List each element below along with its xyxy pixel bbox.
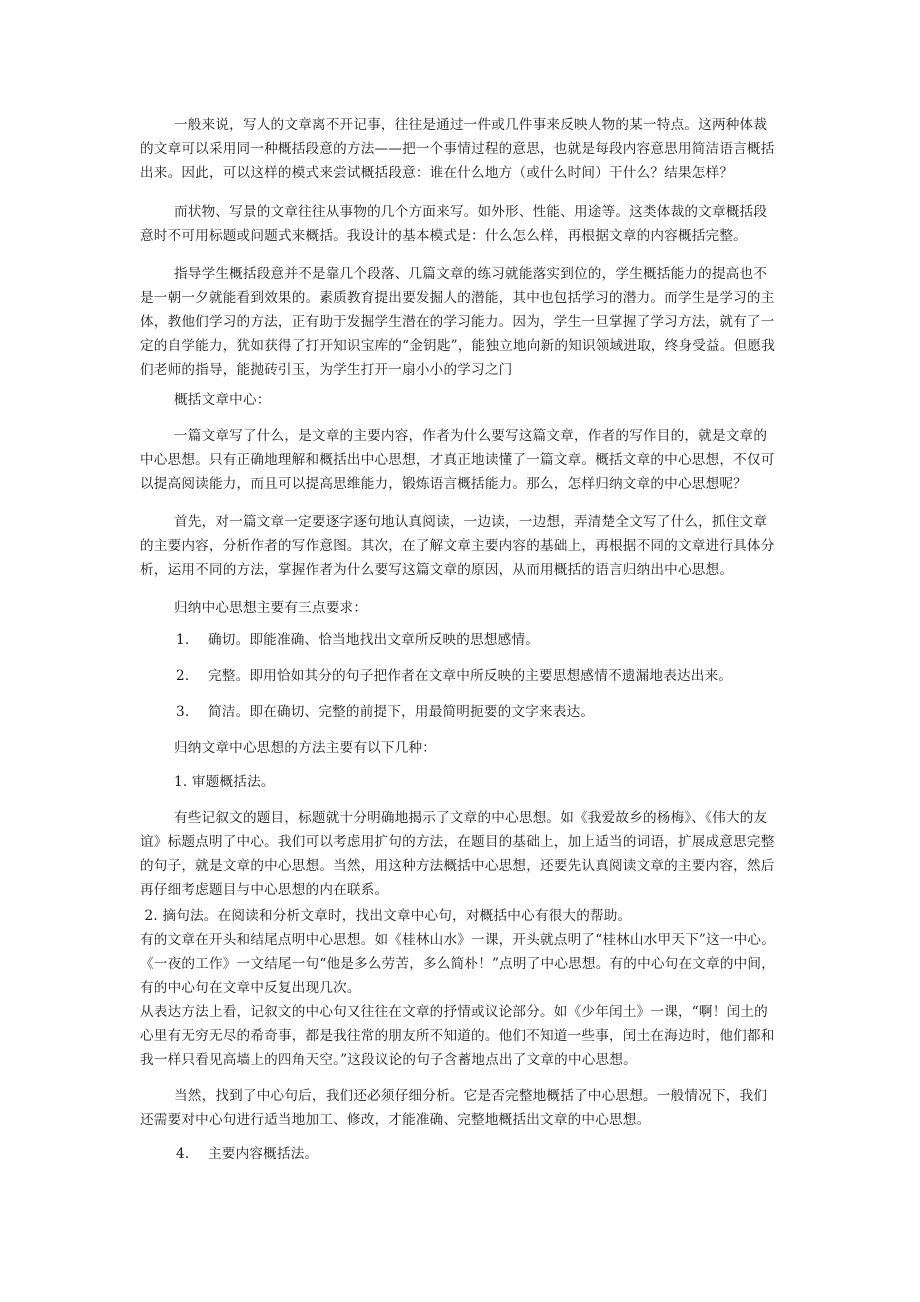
method-title: 2. 摘句法。在阅读和分析文章时，找出文章中心句，对概括中心有很大的帮助。 (140, 908, 632, 924)
list-number: 4. (176, 1146, 190, 1162)
requirement-item (140, 664, 732, 688)
list-text: 完整。即用恰如其分的句子把作者在文章中所反映的主要思想感情不遗漏地表达出来。 (208, 668, 733, 684)
paragraph-title-method: 有些记叙文的题目，标题就十分明确地揭示了文章的中心思想。如《我爱故乡的杨梅》、《伟大的友谊》标题点明了中心。我们可以考虑用扩句的方法，在题目的基础上，加上适当的词语，扩展成意思完整的句子，就是文章的中心思想。当然，用这种方法概括中心思想，还要先认真阅读文章的主要内容，然后再仔细考虑题目与中心思想的内在联系。 (140, 810, 775, 898)
paragraph-analysis: 当然，找到了中心句后，我们还必须仔细分析。它是否完整地概括了中心思想。一般情况下，我们还需要对中心句进行适当地加工、修改，才能准确、完整地概括出文章的中心思想。 (140, 1088, 768, 1128)
requirement-item (140, 700, 594, 724)
list-number: 3. (176, 704, 190, 720)
paragraph-central-idea: 一篇文章写了什么，是文章的主要内容，作者为什么要写这篇文章，作者的写作目的，就是文章的中心思想。只有正确地理解和概括出中心思想，才真正地读懂了一篇文章。概括文章的中心思想，不仅可以提高阅读能力，而且可以提高思维能力，锻炼语言概括能力。那么，怎样归纳文章的中心思想呢？ (140, 428, 775, 492)
requirement-item (140, 628, 539, 652)
paragraph-expression: 从表达方法上看，记叙文的中心句又往往在文章的抒情或议论部分。如《少年闰土》一课，“啊！闰土的心里有无穷无尽的希奇事，都是我往常的朋友所不知道的。他们不知道一些事，闰土在海边时，他们都和我一样只看见高墙上的四角天空。”这段议论的句子含蓄地点出了文章的中心思想。 (140, 1004, 775, 1068)
paragraph-methods-intro: 归纳文章中心思想的方法主要有以下几种： (174, 740, 437, 756)
paragraph-first-steps: 首先，对一篇文章一定要逐字逐句地认真阅读，一边读，一边想，弄清楚全文写了什么，抓住文章的主要内容，分析作者的写作意图。其次，在了解文章主要内容的基础上，再根据不同的文章进行具体分析，运用不同的方法，掌握作者为什么要写这篇文章的原因，从而用概括的语言归纳出中心思想。 (140, 514, 775, 578)
list-text: 确切。即能准确、恰当地找出文章所反映的思想感情。 (208, 632, 540, 648)
paragraph-guidance: 指导学生概括段意并不是靠几个段落、几篇文章的练习就能落实到位的，学生概括能力的提高也不是一朝一夕就能看到效果的。素质教育提出要发掘人的潜能，其中也包括学习的潜力。而学生是学习的主体，教他们学习的方法，正有助于发掘学生潜在的学习能力。因为，学生一旦掌握了学习方法，就有了一定的自学能力，犹如获得了打开知识宝库的“金钥匙”，能独立地向新的知识领域进取，终身受益。但愿我们老师的指导，能抛砖引玉，为学生打开一扇小小的学习之门 (140, 266, 776, 378)
list-text: 主要内容概括法。 (208, 1146, 319, 1162)
method-title: 1. 审题概括法。 (174, 774, 275, 790)
list-number: 2. (176, 668, 190, 684)
section-heading: 概括文章中心： (174, 392, 271, 408)
list-text: 简洁。即在确切、完整的前提下，用最简明扼要的文字来表达。 (208, 704, 595, 720)
list-number: 1. (176, 632, 190, 648)
paragraph-writing-people: 一般来说，写人的文章离不开记事，往往是通过一件或几件事来反映人物的某一特点。这两种体裁的文章可以采用同一种概括段意的方法——把一个事情过程的意思，也就是每段内容意思用简洁语言概括出来。因此，可以这样的模式来尝试概括段意：谁在什么地方（或什么时间）干什么？结果怎样？ (140, 117, 775, 181)
paragraph-requirements-intro: 归纳中心思想主要有三点要求： (174, 600, 368, 616)
paragraph-center-sentence: 有的文章在开头和结尾点明中心思想。如《桂林山水》一课，开头就点明了“桂林山水甲天下”这一中心。《一夜的工作》一文结尾一句“他是多么劳苦，多么简朴！”点明了中心思想。有的中心句在文章的中间，有的中心句在文章中反复出现几次。 (140, 932, 776, 996)
paragraph-describing-objects: 而状物、写景的文章往往从事物的几个方面来写。如外形、性能、用途等。这类体裁的文章概括段意时不可用标题或问题式来概括。我设计的基本模式是：什么怎么样，再根据文章的内容概括完整。 (140, 204, 768, 244)
method-item (140, 1142, 318, 1166)
